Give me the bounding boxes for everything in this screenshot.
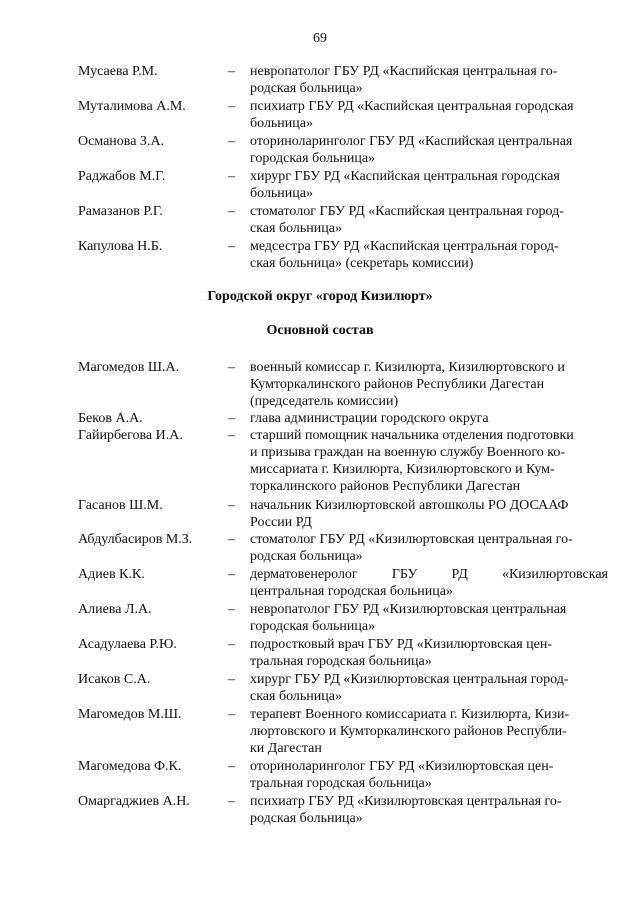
member-role: медсестра ГБУ РД «Каспийская центральная город- ская больница» (секретарь комиссии) — [250, 239, 559, 271]
page-number: 69 — [313, 31, 327, 46]
member-name: Гасанов Ш.М. — [78, 498, 163, 513]
member-role: военный комиссар г. Кизилюрта, Кизилюртовского и Кумторкалинского районов Республики Дагестан (председатель комиссии) — [250, 360, 565, 409]
member-name: Рамазанов Р.Г. — [78, 204, 163, 219]
dash-separator: – — [228, 204, 235, 219]
member-role: оториноларинголог ГБУ РД «Каспийская центральная городская больница» — [250, 134, 573, 166]
member-role: невропатолог ГБУ РД «Кизилюртовская центральная городская больница» — [250, 602, 567, 634]
member-name: Магомедов М.Ш. — [78, 707, 182, 722]
member-role: старший помощник начальника отделения подготовки и призыва граждан на военную службу Военного ко- миссариата г. Кизилюрта, Кизилюртовского и Кум- торкалинского районов Республики Дагестан — [250, 428, 574, 494]
member-role: дерматовенеролог ГБУ РД «Кизилюртовская центральная городская больница» — [250, 567, 608, 599]
dash-separator: – — [228, 567, 235, 582]
member-name: Адиев К.К. — [78, 567, 145, 582]
dash-separator: – — [228, 602, 235, 617]
member-name: Османова З.А. — [78, 134, 165, 149]
dash-separator: – — [228, 428, 235, 443]
dash-separator: – — [228, 672, 235, 687]
member-role: стоматолог ГБУ РД «Каспийская центральная город- ская больница» — [250, 204, 564, 236]
dash-separator: – — [228, 637, 235, 652]
member-name: Капулова Н.Б. — [78, 239, 163, 254]
member-name: Алиева Л.А. — [78, 602, 152, 617]
dash-separator: – — [228, 134, 235, 149]
member-name: Мусаева Р.М. — [78, 64, 158, 79]
dash-separator: – — [228, 99, 235, 114]
member-role: хирург ГБУ РД «Кизилюртовская центральная город- ская больница» — [250, 672, 569, 704]
member-name: Магомедова Ф.К. — [78, 759, 182, 774]
member-role: стоматолог ГБУ РД «Кизилюртовская центральная го- родская больница» — [250, 532, 573, 564]
member-role: невропатолог ГБУ РД «Каспийская центральная го- родская больница» — [250, 64, 558, 96]
dash-separator: – — [228, 794, 235, 809]
dash-separator: – — [228, 64, 235, 79]
subsection-heading: Основной состав — [266, 323, 374, 338]
member-role: психиатр ГБУ РД «Каспийская центральная городская больница» — [250, 99, 574, 131]
member-name: Гайирбегова И.А. — [78, 428, 183, 443]
member-name: Асадулаева Р.Ю. — [78, 637, 177, 652]
dash-separator: – — [228, 707, 235, 722]
member-name: Магомедов Ш.А. — [78, 360, 180, 375]
member-name: Исаков С.А. — [78, 672, 151, 687]
dash-separator: – — [228, 360, 235, 375]
member-name: Раджабов М.Г. — [78, 169, 166, 184]
member-role: психиатр ГБУ РД «Кизилюртовская центральная го- родская больница» — [250, 794, 562, 826]
member-role: подростковый врач ГБУ РД «Кизилюртовская цен- тральная городская больница» — [250, 637, 553, 669]
member-name: Муталимова А.М. — [78, 99, 186, 114]
dash-separator: – — [228, 498, 235, 513]
member-role: оториноларинголог ГБУ РД «Кизилюртовская цен- тральная городская больница» — [250, 759, 554, 791]
member-role: глава администрации городского округа — [250, 411, 489, 426]
member-name: Абдулбасиров М.З. — [78, 532, 193, 547]
member-role: начальник Кизилюртовской автошколы РО ДОСААФ России РД — [250, 498, 569, 530]
dash-separator: – — [228, 759, 235, 774]
member-name: Омаргаджиев А.Н. — [78, 794, 190, 809]
member-name: Беков А.А. — [78, 411, 143, 426]
dash-separator: – — [228, 169, 235, 184]
dash-separator: – — [228, 411, 235, 426]
section-heading: Городской округ «город Кизилюрт» — [207, 289, 433, 304]
dash-separator: – — [228, 239, 235, 254]
member-role: терапевт Военного комиссариата г. Кизилюрта, Кизи- люртовского и Кумторкалинского районов Республи- ки Дагестан — [250, 707, 570, 756]
member-role: хирург ГБУ РД «Каспийская центральная городская больница» — [250, 169, 560, 201]
dash-separator: – — [228, 532, 235, 547]
